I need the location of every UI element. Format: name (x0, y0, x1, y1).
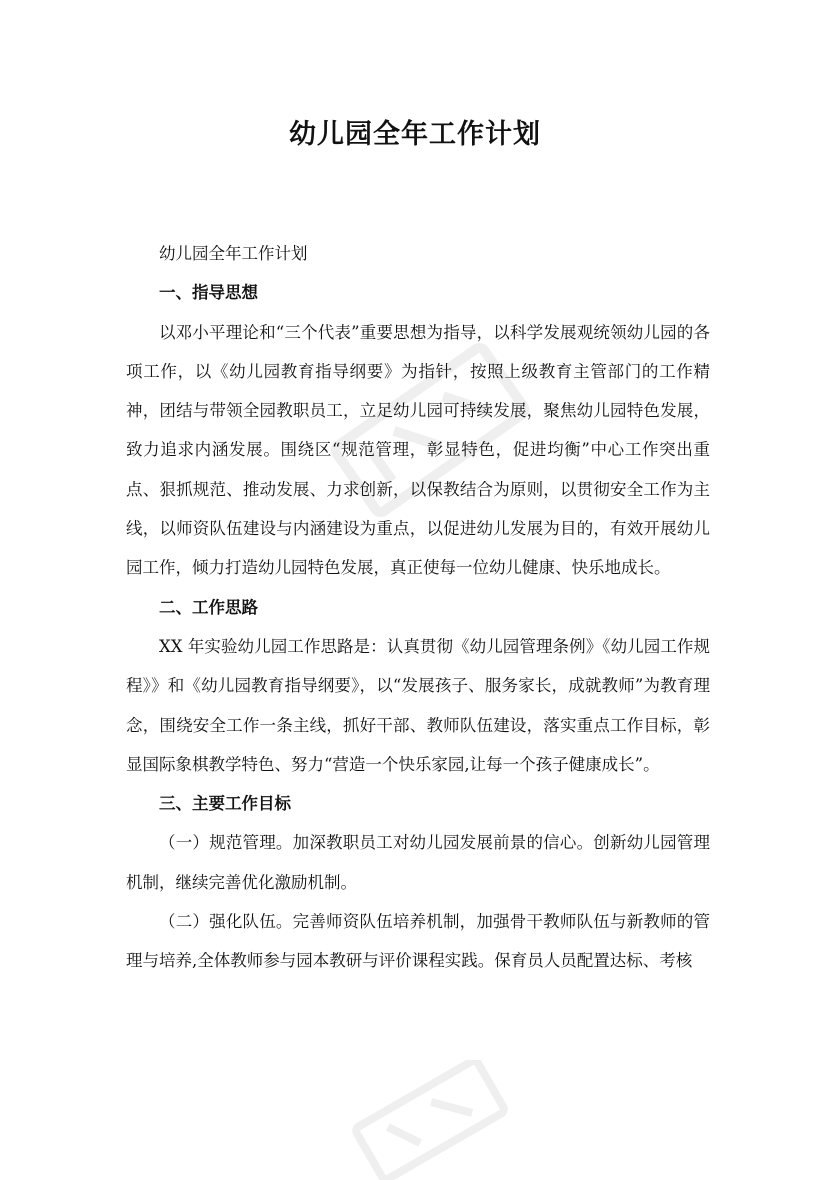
intro-line: 幼儿园全年工作计划 (159, 244, 308, 263)
section-heading-2: 二、工作思路 (159, 597, 258, 617)
document-title: 幼儿园全年工作计划 (289, 119, 541, 150)
section-heading-3: 三、主要工作目标 (159, 794, 291, 814)
section-3-paragraph-2: （二）强化队伍。完善师资队伍培养机制，加强骨干教师队伍与新教师的管理与培养,全体教师参与园本教研与评价课程实践。保育员人员配置达标、考核 (126, 912, 710, 971)
document-body (126, 234, 710, 981)
section-2-paragraph: XX 年实验幼儿园工作思路是：认真贯彻《幼儿园管理条例》《幼儿园工作规程》》和《幼儿园教育指导纲要》，以“发展孩子、服务家长，成就教师”为教育理念，围绕安全工作一条主线，抓好干部、教师队伍建设，落实重点工作目标，彰显国际象棋教学特色、努力“营造一个快乐家园,让每一个孩子健康成长”。 (126, 636, 710, 774)
section-3-paragraph-1: （一）规范管理。加深教职员工对幼儿园发展前景的信心。创新幼儿园管理机制，继续完善优化激励机制。 (126, 833, 710, 892)
section-1-paragraph: 以邓小平理论和“三个代表”重要思想为指导，以科学发展观统领幼儿园的各项工作，以《幼儿园教育指导纲要》为指针，按照上级教育主管部门的工作精神，团结与带领全园教职员工，立足幼儿园可持续发展，聚焦幼儿园特色发展，致力追求内涵发展。围绕区“规范管理，彰显特色，促进均衡”中心工作突出重点、狠抓规范、推动发展、力求创新，以保教结合为原则，以贯彻安全工作为主线，以师资队伍建设与内涵建设为重点，以促进幼儿发展为目的，有效开展幼儿园工作，倾力打造幼儿园特色发展，真正使每一位幼儿健康、快乐地成长。 (126, 322, 710, 578)
section-heading-1: 一、指导思想 (159, 283, 258, 303)
watermark-icon-2 (330, 1060, 530, 1180)
